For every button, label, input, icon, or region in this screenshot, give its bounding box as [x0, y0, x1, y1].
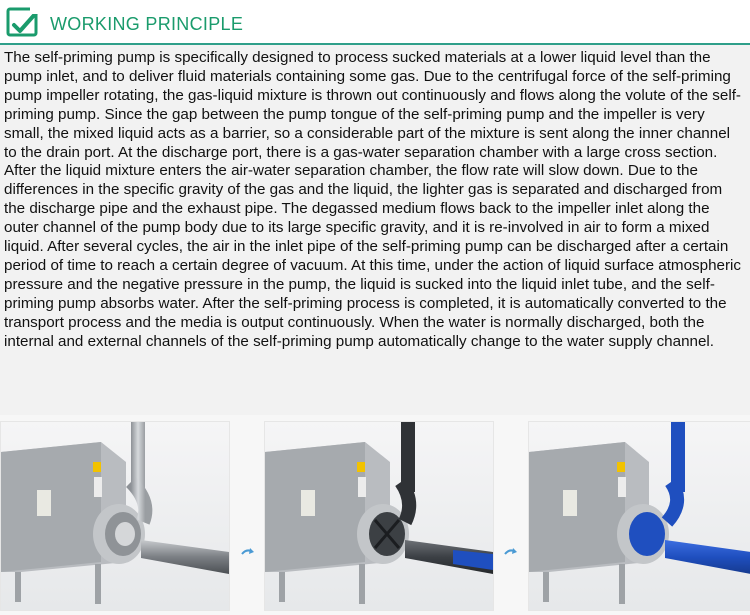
- pump-photo-full: [528, 421, 750, 611]
- pump-illustration: [529, 422, 750, 610]
- next-arrow-icon: [241, 547, 255, 557]
- next-arrow-icon: [504, 547, 518, 557]
- pump-illustration: [1, 422, 229, 610]
- description-panel: [0, 45, 750, 415]
- pump-illustration: [265, 422, 493, 610]
- pump-photo-priming: [264, 421, 494, 611]
- photo-strip: [0, 415, 750, 615]
- section-title: WORKING PRINCIPLE: [50, 14, 244, 34]
- pump-photo-dry: [0, 421, 230, 611]
- description-text: The self-priming pump is specifically designed to process sucked materials at a lower liquid level than the pump inlet, and to deliver fluid materials containing some gas. Due to the centrifugal force of the self-priming pump impeller rotating, the gas-liquid mixture is thrown out continuously and flows along the volute of the self-priming pump. Since the gap between the pump tongue of the self-priming pump and the impeller is very small, the mixed liquid acts as a barrier, so a considerable part of the mixture is sent along the inner channel to the drain port. At the discharge port, there is a gas-water separation chamber with a large cross section. After the liquid mixture enters the air-water separation chamber, the flow rate will slow down. Due to the differences in the specific gravity of the gas and the liquid, the lighter gas is separated and discharged from the discharge pipe and the exhaust pipe. The degassed medium flows back to the impeller inlet along the outer channel of the pump body due to its large specific gravity, and it is re-involved in air to form a mixed liquid. After several cycles, the air in the inlet pipe of the self-priming pump can be discharged after a certain period of time to reach a certain degree of vacuum. At this time, under the action of liquid surface atmospheric pressure and the negative pressure in the pump, the liquid is sucked into the liquid inlet tube, and the self-priming pump absorbs water. After the self-priming process is completed, it is automatically converted to the transport process and the media is output continuously. When the water is normally discharged, both the internal and external channels of the self-priming pump automatically change to the water supply channel.: [4, 49, 741, 350]
- pump-check-logo-icon: [6, 5, 40, 39]
- page-header: [0, 0, 750, 44]
